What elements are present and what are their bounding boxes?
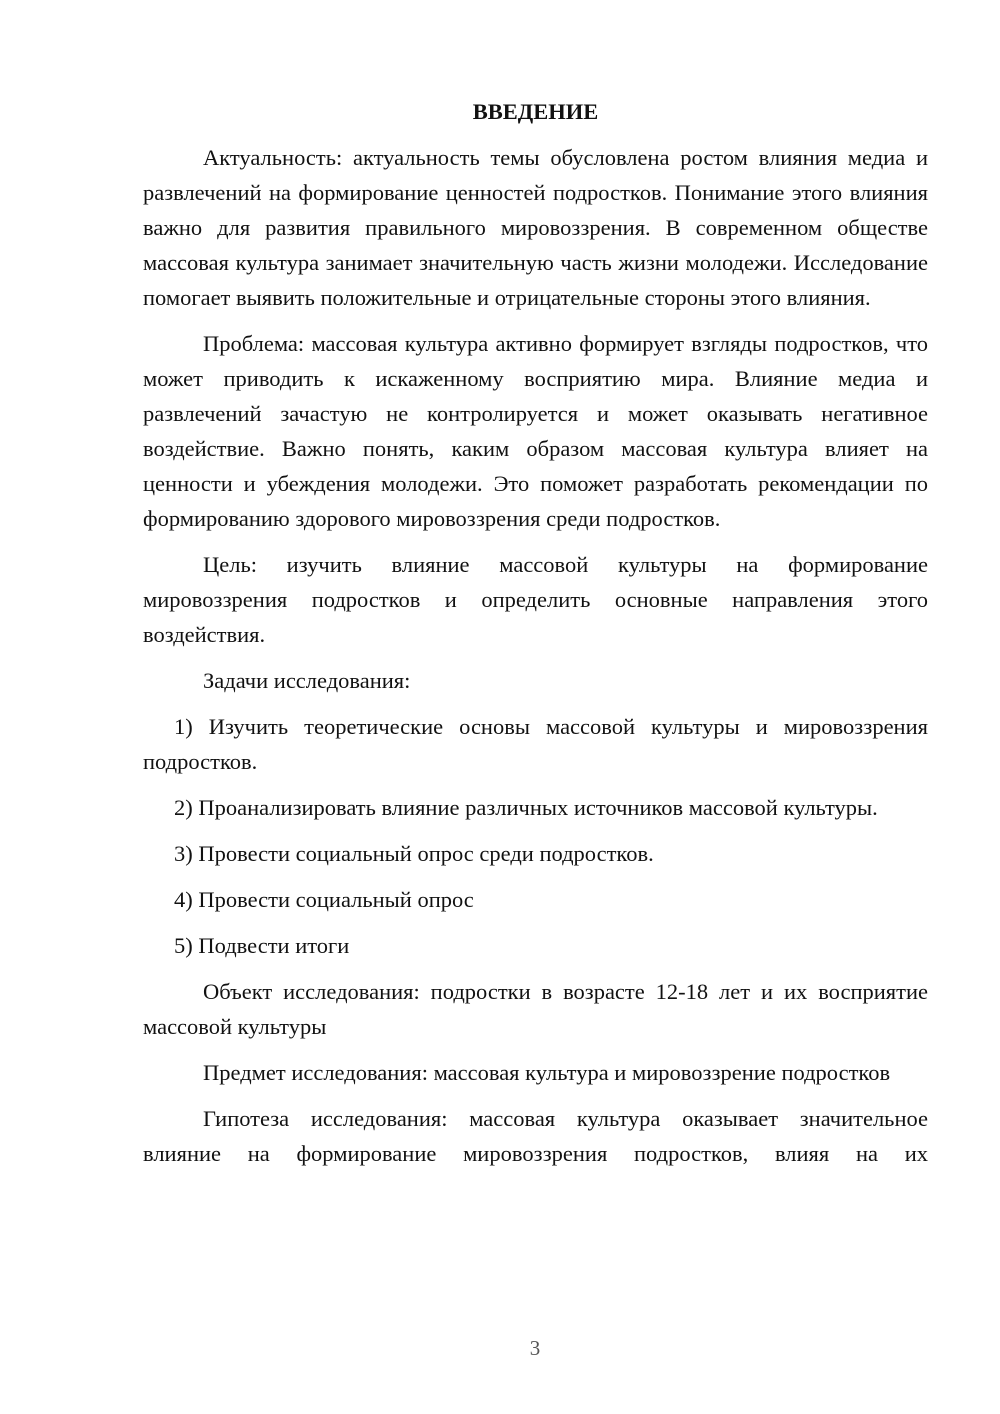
hypothesis-paragraph: Гипотеза исследования: массовая культура оказывает значительное влияние на формирование мировоззрения подростков, влияя на их (143, 1106, 928, 1166)
page-content (143, 94, 928, 1182)
task-item-3: 3) Провести социальный опрос среди подростков. (174, 841, 654, 866)
task-item-2: 2) Проанализировать влияние различных источников массовой культуры. (174, 795, 878, 820)
tasks-heading: Задачи исследования: (203, 668, 411, 693)
goal-paragraph: Цель: изучить влияние массовой культуры на формирование мировоззрения подростков и определить основные направления этого воздействия. (143, 552, 928, 647)
task-item-1: 1) Изучить теоретические основы массовой культуры и мировоззрения подростков. (143, 714, 928, 774)
subject-paragraph: Предмет исследования: массовая культура и мировоззрение подростков (203, 1060, 891, 1085)
section-heading: ВВЕДЕНИЕ (472, 99, 599, 124)
task-item-4: 4) Провести социальный опрос (174, 887, 474, 912)
object-paragraph: Объект исследования: подростки в возрасте 12-18 лет и их восприятие массовой культуры (143, 979, 928, 1039)
relevance-paragraph: Актуальность: актуальность темы обусловлена ростом влияния медиа и развлечений на формирование ценностей подростков. Понимание этого влияния важно для развития правильного мировоззрения. В современном обществе массовая культура занимает значительную часть жизни молодежи. Исследование помогает выявить положительные и отрицательные стороны этого влияния. (143, 145, 928, 310)
problem-paragraph: Проблема: массовая культура активно формирует взгляды подростков, что может приводить к искаженному восприятию мира. Влияние медиа и развлечений зачастую не контролируется и может оказывать негативное воздействие. Важно понять, каким образом массовая культура влияет на ценности и убеждения молодежи. Это поможет разработать рекомендации по формированию здорового мировоззрения среди подростков. (143, 331, 928, 531)
task-item-5: 5) Подвести итоги (174, 933, 350, 958)
page-number: 3 (529, 1336, 541, 1360)
